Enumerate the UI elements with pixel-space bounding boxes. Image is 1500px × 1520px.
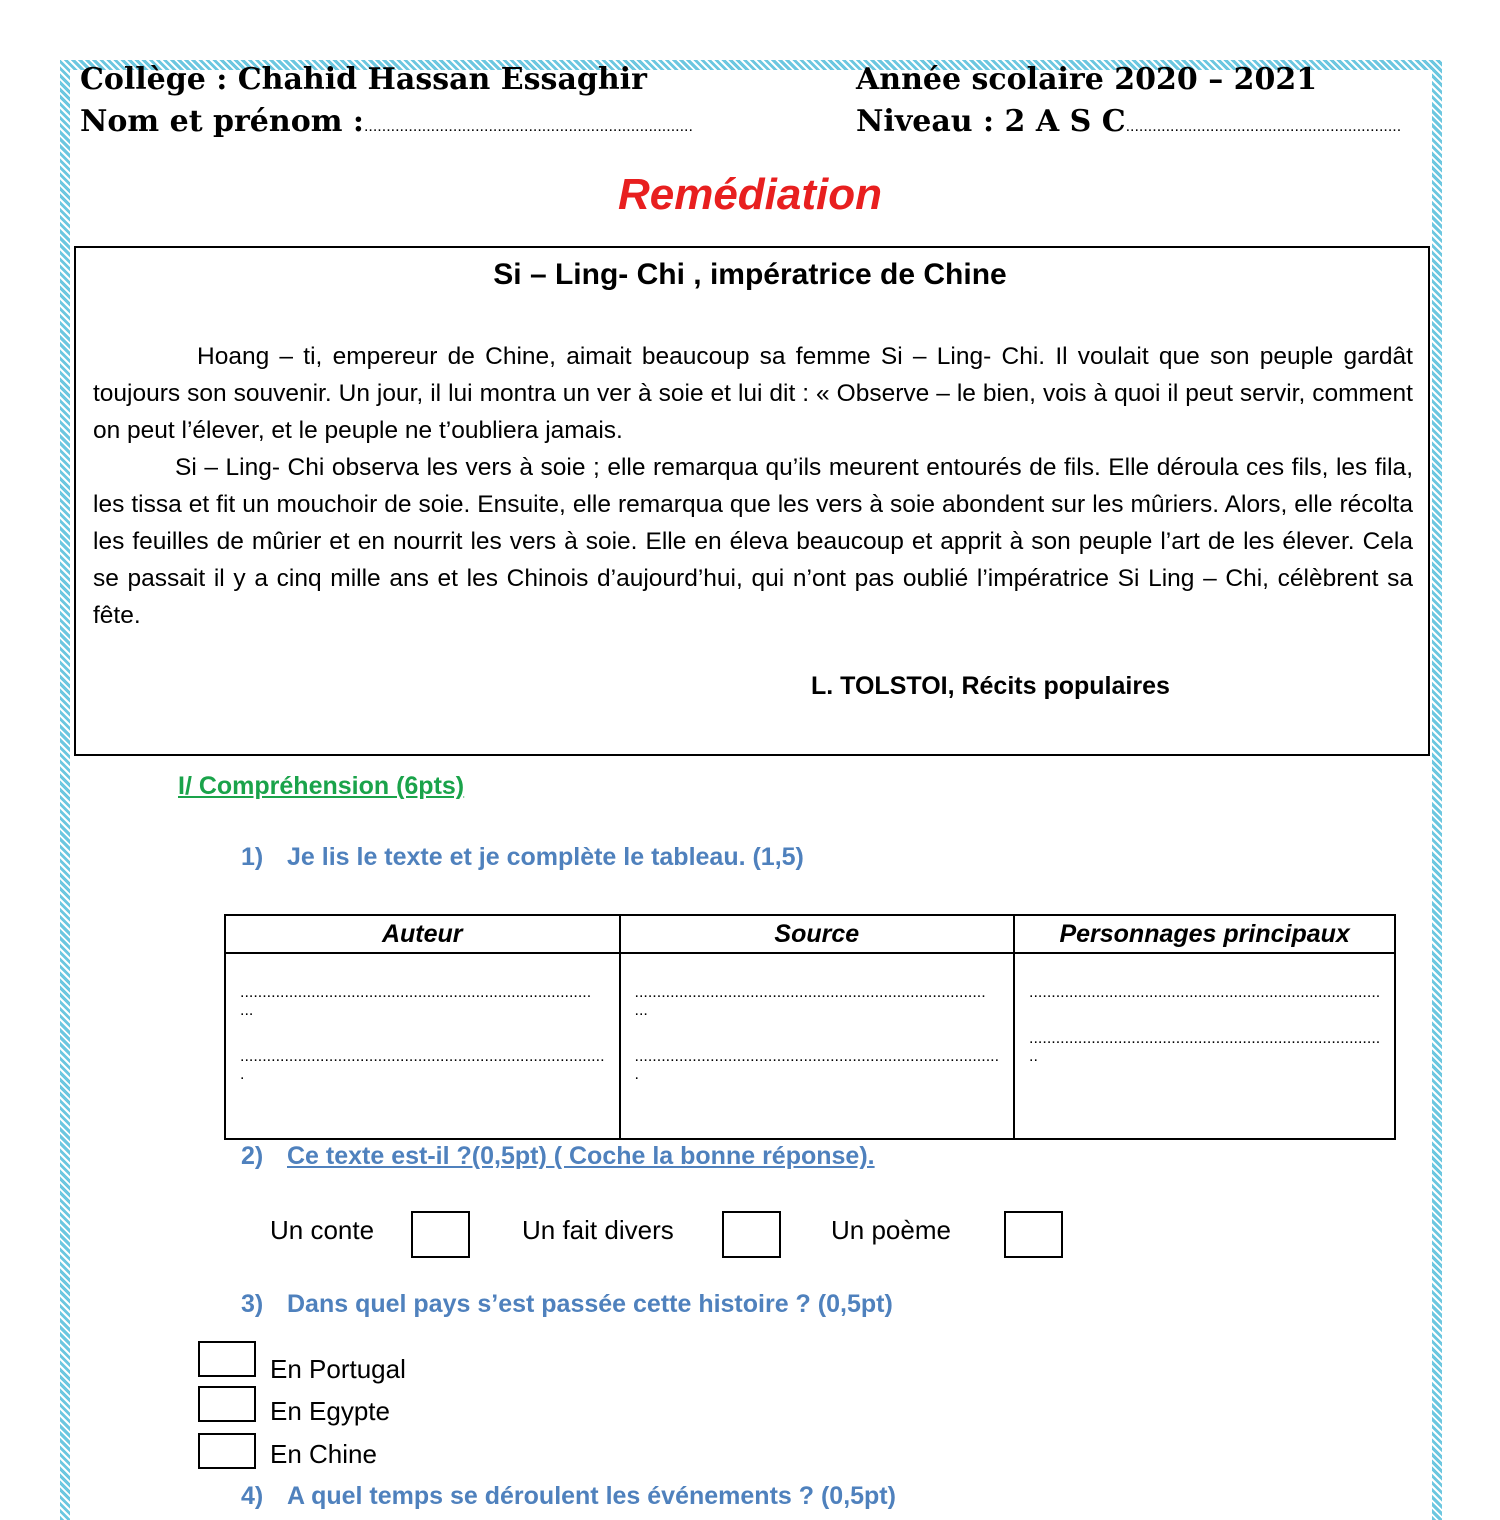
checkbox-portugal[interactable]: [198, 1341, 256, 1377]
question-3-text: Dans quel pays s’est passée cette histoire ? (0,5pt): [287, 1290, 893, 1318]
question-4-number: 4): [241, 1482, 264, 1510]
question-4-text: A quel temps se déroulent les événements ? (0,5pt): [287, 1482, 896, 1510]
page-title: Remédiation: [617, 170, 883, 219]
option-portugal: En Portugal: [270, 1354, 406, 1384]
level-field[interactable]: ..............................................................: [1125, 118, 1402, 135]
checkbox-fait-divers[interactable]: [722, 1211, 781, 1258]
table-cell-auteur[interactable]: [225, 953, 620, 1139]
dotted-line: ...............................................................................: [1029, 1030, 1381, 1047]
question-4: [241, 1482, 896, 1511]
checkbox-poeme[interactable]: [1004, 1211, 1063, 1258]
text-source: L. TOLSTOI, Récits populaires: [811, 672, 1170, 700]
name-label: Nom et prénom :: [80, 104, 364, 139]
option-poeme: Un poème: [831, 1215, 951, 1245]
paragraph-2: Si – Ling- Chi observa les vers à soie ; elle remarqua qu’ils meurent entourés de fils. Elle déroula ces fils, les fila, les tissa et fit un mouchoir de soie. Ensuite, elle remarqua que les vers à soie abondent sur les mûriers. Alors, elle récolta les feuilles de mûrier et en nourrit les vers à soie. Elle en éleva beaucoup et apprit à son peuple l’art de les élever. Cela se passait il y a cinq mille ans et les Chinois d’aujourd’hui, qui n’ont pas oublié l’impératrice Si Ling – Chi, célèbrent sa fête.: [93, 454, 1413, 629]
option-egypte: En Egypte: [270, 1396, 390, 1426]
option-chine: En Chine: [270, 1439, 377, 1469]
dotted-line: ..: [1029, 1048, 1038, 1065]
section-comprehension: I/ Compréhension (6pts): [178, 772, 465, 800]
question-1-text: Je lis le texte et je complète le tableau. (1,5): [287, 843, 804, 871]
dotted-line: ...: [634, 1002, 648, 1019]
level-label: Niveau : 2 A S C: [856, 104, 1126, 139]
checkbox-conte[interactable]: [411, 1211, 470, 1258]
table-cell-personnages[interactable]: [1014, 953, 1395, 1139]
dotted-line: ..................................................................................: [240, 1048, 605, 1065]
checkbox-egypte[interactable]: [198, 1386, 256, 1422]
question-3-number: 3): [241, 1290, 264, 1318]
school-name: Collège : Chahid Hassan Essaghir: [80, 62, 647, 97]
level-line: [856, 102, 1401, 147]
paragraph-1: Hoang – ti, empereur de Chine, aimait beaucoup sa femme Si – Ling- Chi. Il voulait que son peuple gardât toujours son souvenir. Un jour, il lui montra un ver à soie et lui dit : « Observe – le bien, vois à quoi il peut servir, comment on peut l’élever, et le peuple ne t’oubliera jamais.: [93, 343, 1413, 444]
option-conte: Un conte: [270, 1215, 375, 1245]
table-cell-source[interactable]: [620, 953, 1015, 1139]
question-1: [241, 843, 804, 872]
question-2: [241, 1142, 875, 1171]
dotted-line: ...............................................................................: [634, 984, 986, 1001]
dotted-line: ...............................................................................: [1029, 984, 1381, 1001]
dotted-line: ...............................................................................: [240, 984, 592, 1001]
option-fait-divers: Un fait divers: [522, 1215, 674, 1245]
question-2-text: Ce texte est-il ?(0,5pt) ( Coche la bonne réponse).: [287, 1142, 875, 1170]
dotted-line: .: [240, 1066, 245, 1083]
name-field[interactable]: ..........................................................................: [363, 118, 693, 135]
school-year: Année scolaire 2020 – 2021: [856, 62, 1318, 97]
dotted-line: ...: [240, 1002, 254, 1019]
text-title: Si – Ling- Chi , impératrice de Chine: [493, 258, 1007, 291]
table-header-personnages: Personnages principaux: [1014, 915, 1395, 953]
table-header-source: Source: [620, 915, 1015, 953]
name-line: [80, 102, 693, 147]
question-2-number: 2): [241, 1142, 264, 1170]
answer-table: [224, 914, 1396, 1140]
question-1-number: 1): [241, 843, 264, 871]
question-3: [241, 1290, 893, 1319]
table-header-auteur: Auteur: [225, 915, 620, 953]
dotted-line: ..................................................................................: [634, 1048, 1000, 1065]
checkbox-chine[interactable]: [198, 1433, 256, 1469]
dotted-line: .: [634, 1066, 639, 1083]
